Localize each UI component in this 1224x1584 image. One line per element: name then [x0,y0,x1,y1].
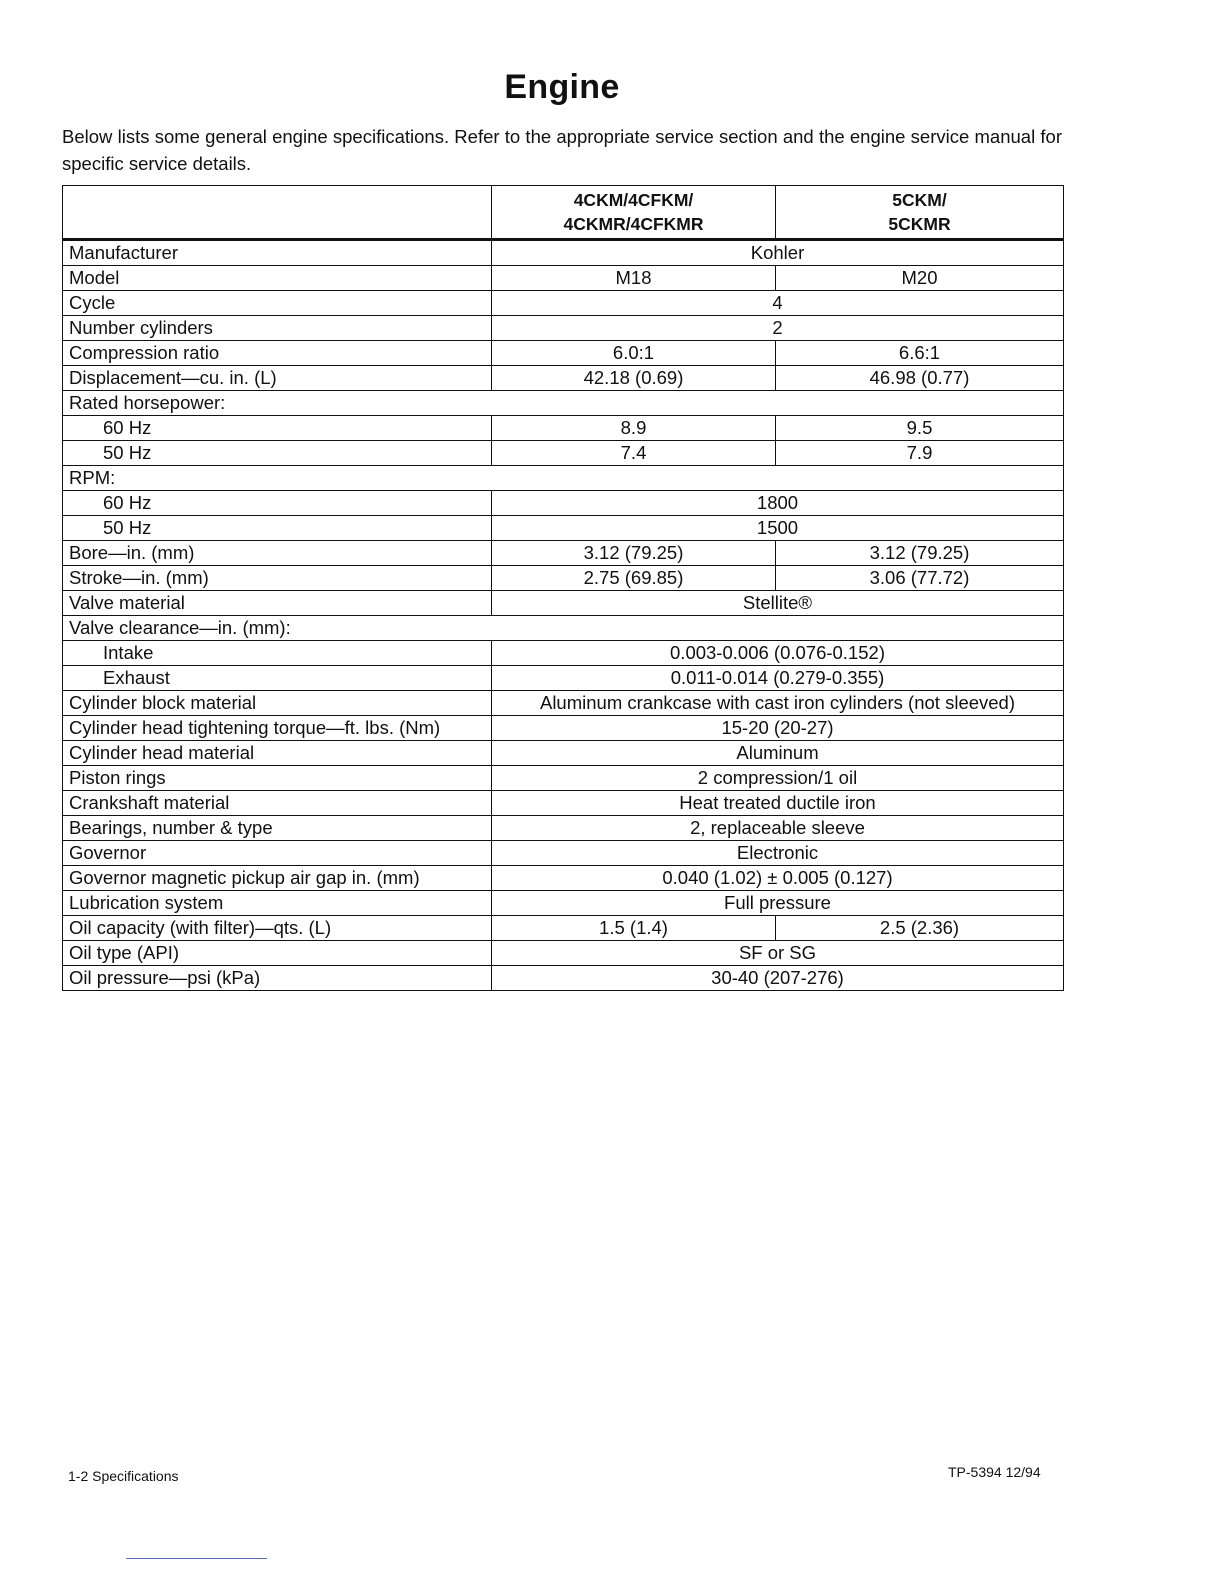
table-row [63,266,1064,291]
table-row [63,416,1064,441]
row-value-4ckm: M18 [492,266,776,291]
table-row [63,741,1064,766]
table-row [63,240,1064,266]
row-value-4ckm: 1.5 (1.4) [492,916,776,941]
header-blank-cell [63,186,492,240]
group-header-blank [492,391,1064,416]
row-value-shared: 0.040 (1.02) ± 0.005 (0.127) [492,866,1064,891]
row-value-shared: 1500 [492,516,1064,541]
row-label: Cylinder head material [63,741,492,766]
row-value-4ckm: 3.12 (79.25) [492,541,776,566]
table-row [63,841,1064,866]
row-label: Governor [63,841,492,866]
row-label: Valve clearance—in. (mm): [63,616,492,641]
row-label: 60 Hz [63,416,492,441]
row-label: Oil capacity (with filter)—qts. (L) [63,916,492,941]
row-value-shared: 15-20 (20-27) [492,716,1064,741]
row-value-5ckm: 2.5 (2.36) [776,916,1064,941]
row-label: RPM: [63,466,492,491]
table-row [63,391,1064,416]
row-value-shared: SF or SG [492,941,1064,966]
table-row [63,466,1064,491]
row-value-shared: 4 [492,291,1064,316]
table-row [63,616,1064,641]
row-value-shared: Full pressure [492,891,1064,916]
header-col-5ckm-line2: 5CKMR [888,214,951,234]
table-row [63,966,1064,991]
row-value-shared: Kohler [492,240,1064,266]
header-col-5ckm-line1: 5CKM/ [892,190,947,210]
table-row [63,941,1064,966]
table-row [63,366,1064,391]
row-value-4ckm: 7.4 [492,441,776,466]
row-value-4ckm: 8.9 [492,416,776,441]
header-col-4ckm-line1: 4CKM/4CFKM/ [573,190,694,210]
table-row [63,891,1064,916]
row-label: Exhaust [63,666,492,691]
table-row [63,291,1064,316]
spec-rows [63,240,1064,991]
table-row [63,916,1064,941]
table-row [63,566,1064,591]
row-value-5ckm: M20 [776,266,1064,291]
table-row [63,716,1064,741]
table-row [63,441,1064,466]
footer-page-label: 1-2 Specifications [68,1468,179,1484]
row-label: Displacement—cu. in. (L) [63,366,492,391]
row-value-5ckm: 6.6:1 [776,341,1064,366]
row-label: Oil type (API) [63,941,492,966]
table-row [63,691,1064,716]
row-value-shared: 0.011-0.014 (0.279-0.355) [492,666,1064,691]
row-value-shared: Aluminum crankcase with cast iron cylinders (not sleeved) [492,691,1064,716]
row-label: Valve material [63,591,492,616]
footer-doc-number: TP-5394 12/94 [948,1464,1041,1480]
row-label: 50 Hz [63,516,492,541]
row-label: Oil pressure—psi (kPa) [63,966,492,991]
row-label: Cylinder head tightening torque—ft. lbs. (Nm) [63,716,492,741]
table-row [63,666,1064,691]
row-value-5ckm: 46.98 (0.77) [776,366,1064,391]
group-header-blank [492,616,1064,641]
row-value-5ckm: 9.5 [776,416,1064,441]
row-value-5ckm: 3.12 (79.25) [776,541,1064,566]
row-label: Piston rings [63,766,492,791]
header-col-4ckm-line2: 4CKMR/4CFKMR [563,214,704,234]
row-value-4ckm: 6.0:1 [492,341,776,366]
row-value-shared: 2, replaceable sleeve [492,816,1064,841]
row-label: Rated horsepower: [63,391,492,416]
row-value-shared: Heat treated ductile iron [492,791,1064,816]
row-value-shared: 2 [492,316,1064,341]
row-value-shared: 2 compression/1 oil [492,766,1064,791]
table-row [63,591,1064,616]
row-value-4ckm: 2.75 (69.85) [492,566,776,591]
row-label: Lubrication system [63,891,492,916]
intro-paragraph: Below lists some general engine specifications. Refer to the appropriate service section and the engine service manual for specific service details. [62,126,1062,174]
engine-spec-table [62,185,1064,991]
row-label: 60 Hz [63,491,492,516]
row-value-5ckm: 3.06 (77.72) [776,566,1064,591]
row-value-shared: Electronic [492,841,1064,866]
row-value-5ckm: 7.9 [776,441,1064,466]
header-col-4ckm [492,186,776,240]
table-row [63,341,1064,366]
row-label: Number cylinders [63,316,492,341]
table-row [63,641,1064,666]
row-label: Manufacturer [63,240,492,266]
row-label: Stroke—in. (mm) [63,566,492,591]
header-col-5ckm [776,186,1064,240]
table-header-row [63,186,1064,240]
row-value-shared: Aluminum [492,741,1064,766]
row-value-4ckm: 42.18 (0.69) [492,366,776,391]
table-row [63,866,1064,891]
row-label: Cylinder block material [63,691,492,716]
row-value-shared: 0.003-0.006 (0.076-0.152) [492,641,1064,666]
row-label: Intake [63,641,492,666]
table-row [63,491,1064,516]
table-row [63,541,1064,566]
group-header-blank [492,466,1064,491]
row-label: Governor magnetic pickup air gap in. (mm) [63,866,492,891]
row-label: Bearings, number & type [63,816,492,841]
bottom-rule [126,1558,267,1559]
table-row [63,316,1064,341]
row-label: Cycle [63,291,492,316]
table-row [63,766,1064,791]
row-value-shared: 1800 [492,491,1064,516]
row-label: Crankshaft material [63,791,492,816]
row-label: Bore—in. (mm) [63,541,492,566]
table-row [63,816,1064,841]
row-label: Model [63,266,492,291]
table-row [63,791,1064,816]
row-label: Compression ratio [63,341,492,366]
row-label: 50 Hz [63,441,492,466]
row-value-shared: 30-40 (207-276) [492,966,1064,991]
table-row [63,516,1064,541]
row-value-shared: Stellite® [492,591,1064,616]
page-title: Engine [504,68,620,106]
